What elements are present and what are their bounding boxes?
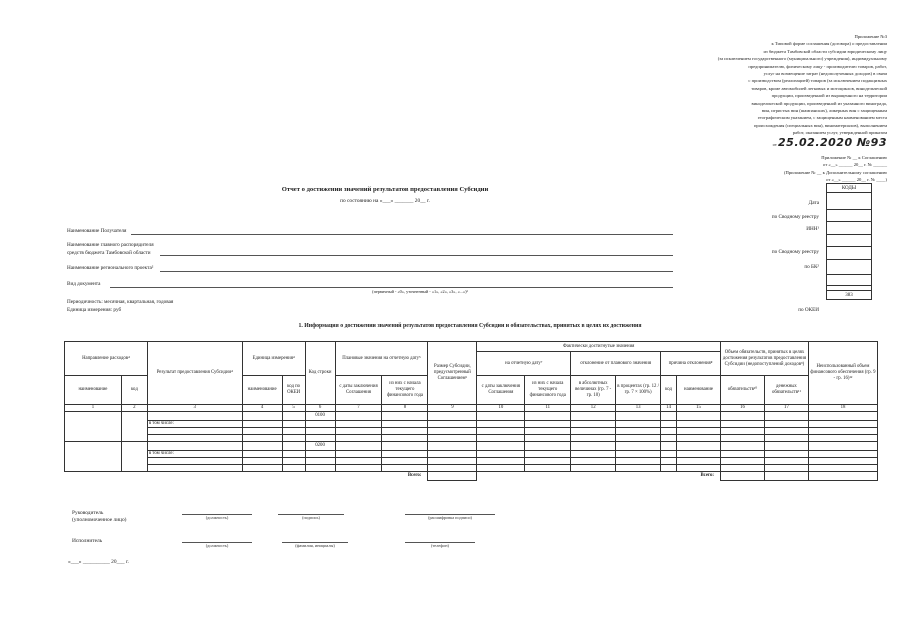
th-plan-year: из них с начала текущего финансового года <box>382 376 428 405</box>
label-inn: ИНН¹ <box>806 226 819 232</box>
appendix-line: продукции, произведенной из выращенного на территории <box>771 93 887 99</box>
field-periodicity: Периодичность: месячная, квартальная, годовая <box>67 299 174 305</box>
col-number: 16 <box>721 405 765 412</box>
code-svodny2 <box>827 235 872 247</box>
field-doctype-note: (первичный - «0», уточненный - «1», «2», «3», «...»)³ <box>372 289 468 294</box>
row-code: 0100 <box>305 412 335 421</box>
head-label: Руководитель <box>72 510 104 516</box>
results-table <box>64 341 878 481</box>
sig-signature-caption: (подпись) <box>302 515 320 520</box>
th-abs: в абсолютных величинах (гр. 7 - гр. 10) <box>571 376 616 405</box>
th-pct: в процентах (гр. 12 / гр. 7 × 100%) <box>616 376 661 405</box>
th-obl: обязательств¹⁰ <box>721 376 765 405</box>
appendix2-line: от «__» ______ 20__ г. № ______ <box>823 162 887 168</box>
sig-signature <box>278 514 344 520</box>
appendix-line: Приложение №3 <box>854 34 887 39</box>
in-that-label: в том числе: <box>147 421 242 428</box>
order-prefix: от <box>772 141 777 147</box>
th-fact-year: из них с начала текущего финансового года <box>525 376 571 405</box>
exec-fio-caption: (фамилия, инициалы) <box>295 543 335 548</box>
appendix-line: географическим указанием, с защищенным наименованием места <box>757 115 887 121</box>
table-row <box>65 428 878 435</box>
appendix-line: (за исключением государственного (муниципального) учреждения), индивидуальному <box>717 56 887 62</box>
th-plan: Плановые значения на отчетную дату⁵ <box>335 342 428 376</box>
th-unit: Единица измерения⁴ <box>242 342 305 376</box>
field-project-label: Наименование регионального проекта² <box>67 265 154 271</box>
th-dir-name: наименование <box>65 376 122 405</box>
th-reason-code: код <box>661 376 677 405</box>
col-number: 12 <box>571 405 616 412</box>
th-unit-okei: код по ОКЕИ <box>282 376 305 405</box>
th-unused: Неиспользованный объем финансового обеспечения (гр. 9 - гр. 16)¹² <box>808 342 877 405</box>
th-reason: причина отклонения⁸ <box>661 352 721 376</box>
codes-table <box>826 183 872 300</box>
label-svodny1: по Сводному реестру <box>771 214 819 220</box>
field-doctype-label: Вид документа <box>67 281 101 287</box>
th-plan-contract: с даты заключения Соглашения <box>335 376 382 405</box>
table-row <box>65 435 878 442</box>
th-fact: Фактически достигнутые значения <box>477 342 721 352</box>
table-row <box>65 421 878 428</box>
code-period <box>827 275 872 286</box>
label-bk: по БК² <box>804 264 819 270</box>
exec-position <box>182 542 252 548</box>
table-row <box>65 412 878 421</box>
report-title: Отчет о достижении значений результатов предоставления Субсидии <box>281 186 489 193</box>
head-label-2: (уполномоченное лицо) <box>72 517 127 523</box>
th-reason-name: наименование <box>677 376 721 405</box>
appendix-line: винодельческой продукции, произведенной из указанного винограда, <box>751 100 887 106</box>
appendix-line: происхождения (специальных вин), виноматериалов), выполнением <box>753 122 887 128</box>
col-number: 6 <box>305 405 335 412</box>
appendix-line: с производством (реализацией) товаров (за исключением подакцизных <box>748 78 887 84</box>
th-deviation: отклонение от планового значения <box>571 352 661 376</box>
field-recipient-label: Наименование Получателя <box>67 228 127 234</box>
field-unit: Единица измерения: руб <box>67 307 122 313</box>
col-number: 11 <box>525 405 571 412</box>
appendix-line: к Типовой форме соглашения (договора) о предоставлении <box>771 41 887 47</box>
field-project-line <box>160 271 673 272</box>
appendix-line: вин, игристых вин (шампанских), ликерных вин с защищенным <box>761 108 887 114</box>
col-number: 2 <box>121 405 147 412</box>
code-svodny1 <box>827 210 872 222</box>
sig-decoding-caption: (расшифровка подписи) <box>428 515 472 520</box>
sig-position <box>182 514 252 520</box>
code-inn <box>827 222 872 235</box>
col-number: 14 <box>661 405 677 412</box>
field-doctype-line <box>110 287 673 288</box>
handwritten-order-number: 25.02.2020 №93 <box>778 135 887 149</box>
label-okei: по ОКЕИ <box>798 307 819 313</box>
totals-row <box>65 472 878 481</box>
appendix-block <box>557 33 887 183</box>
appendix2-line: от «__» ______ 20__ г. № ____) <box>826 176 887 182</box>
table-row <box>65 442 878 451</box>
field-recipient-line <box>131 234 673 235</box>
th-obligations: Объем обязательств, принятых в целях достижения результатов предоставления Субсидии (недопоступлений доходов⁹) <box>721 342 809 376</box>
total-label-2: Всего: <box>700 473 715 479</box>
th-fact-contract: с даты заключения Соглашения <box>477 376 525 405</box>
field-gbs-label2: средств бюджета Тамбовской области <box>67 250 151 256</box>
col-number: 9 <box>428 405 477 412</box>
sig-decoding <box>405 514 495 520</box>
col-number: 17 <box>764 405 808 412</box>
th-result: Результат предоставления Субсидии⁴ <box>147 342 242 405</box>
section-heading: 1. Информация о достижении значений результатов предоставления Субсидии и обязательствах, принятых в целях их достижения <box>298 323 642 329</box>
in-that-label: в том числе: <box>147 451 242 458</box>
appendix-line: предпринимателю, физическому лицу - производителю товаров, работ, <box>748 63 887 69</box>
row-code: 0200 <box>305 442 335 451</box>
label-svodny2: по Сводному реестру <box>771 249 819 255</box>
th-unit-name: наименование <box>242 376 282 405</box>
col-number: 18 <box>808 405 877 412</box>
col-number: 15 <box>677 405 721 412</box>
col-number: 3 <box>147 405 242 412</box>
appendix2-line: Приложение № __ к Соглашению <box>821 154 887 160</box>
field-gbs-line <box>160 255 673 256</box>
col-number: 7 <box>335 405 382 412</box>
report-date-line: по состоянию на «___» _______ 20__ г. <box>340 198 430 204</box>
exec-fio <box>282 542 348 548</box>
table-row <box>65 451 878 458</box>
total-label: Всего: <box>407 473 422 479</box>
th-direction: Направление расходов⁴ <box>65 342 148 376</box>
label-date: Дата <box>808 200 819 206</box>
code-bk <box>827 247 872 260</box>
code-date <box>827 193 872 210</box>
col-number: 10 <box>477 405 525 412</box>
th-money: денежных обязательств¹¹ <box>764 376 808 405</box>
col-number: 5 <box>282 405 305 412</box>
appendix-line: из бюджета Тамбовской области субсидии юридическому лицу <box>763 48 887 54</box>
th-code-line: Код строки <box>305 342 335 405</box>
code-okei: 383 <box>827 291 872 300</box>
codes-header: КОДЫ <box>827 184 872 193</box>
appendix2-line: (Приложение № __ к Дополнительному соглашению <box>783 169 887 175</box>
exec-position-caption: (должность) <box>205 543 229 548</box>
code-doc <box>827 260 872 275</box>
exec-phone-caption: (телефон) <box>431 543 449 548</box>
field-gbs-label1: Наименование главного распорядителя <box>67 242 154 248</box>
col-number: 4 <box>242 405 282 412</box>
table-row <box>65 465 878 472</box>
exec-phone <box>405 542 475 548</box>
th-on-date: на отчетную дату⁷ <box>477 352 571 376</box>
date-line: «___» __________ 20___ г. <box>68 559 129 565</box>
th-dir-code: код <box>121 376 147 405</box>
table-row <box>65 458 878 465</box>
appendix-line: товаров, кроме автомобилей легковых и мотоциклов, винодельческой <box>751 85 887 91</box>
th-size: Размер Субсидии, предусмотренный Соглашением⁶ <box>428 342 477 405</box>
appendix-line: работ, оказанием услуг, утвержденной приказом <box>792 130 887 136</box>
sig-position-caption: (должность) <box>205 515 229 520</box>
appendix-line: услуг на возмещение затрат (недополученных доходов) в связи <box>763 71 887 77</box>
col-number: 1 <box>65 405 122 412</box>
col-number: 13 <box>616 405 661 412</box>
col-number: 8 <box>382 405 428 412</box>
order-line <box>557 137 887 149</box>
executor-label: Исполнитель <box>72 538 103 544</box>
